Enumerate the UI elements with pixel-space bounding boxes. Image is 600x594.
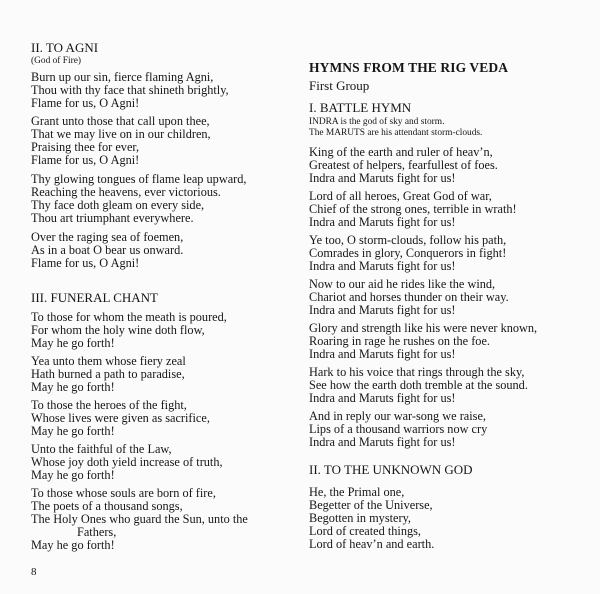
verse-line: Greatest of helpers, fearfullest of foes. [309, 158, 498, 172]
verse-line: Burn up our sin, fierce flaming Agni, [31, 70, 214, 84]
verse-line: Indra and Maruts fight for us! [309, 303, 456, 317]
verse-line: Now to our aid he rides like the wind, [309, 277, 496, 291]
verse-line: Indra and Maruts fight for us! [309, 391, 456, 405]
group-label: First Group [309, 78, 370, 93]
verse-line: May he go forth! [31, 468, 115, 482]
verse-line: Lord of heav’n and earth. [309, 537, 435, 551]
verse-line: Grant unto those that call upon thee, [31, 114, 210, 128]
verse-line: He, the Primal one, [309, 485, 405, 499]
funeral-heading: III. FUNERAL CHANT [31, 290, 158, 305]
verse-line: Whose lives were given as sacrifice, [31, 411, 210, 425]
verse-line: King of the earth and ruler of heav’n, [309, 145, 493, 159]
verse-line: May he go forth! [31, 380, 115, 394]
verse-line: Praising thee for ever, [31, 140, 140, 154]
verse-line: May he go forth! [31, 538, 115, 552]
verse-line: Lord of all heroes, Great God of war, [309, 189, 492, 203]
unknown-heading: II. TO THE UNKNOWN GOD [309, 462, 473, 477]
verse-line: Thou with thy face that shineth brightly, [31, 83, 229, 97]
verse-line: Over the raging sea of foemen, [31, 230, 184, 244]
verse-line: Flame for us, O Agni! [31, 256, 140, 270]
verse-line: Chariot and horses thunder on their way. [309, 290, 509, 304]
verse-line: Reaching the heavens, ever victorious. [31, 185, 221, 199]
page-number: 8 [31, 566, 37, 578]
verse-line: Indra and Maruts fight for us! [309, 347, 456, 361]
verse-line: To those the heroes of the fight, [31, 398, 187, 412]
verse-line: Yea unto them whose fiery zeal [31, 354, 186, 368]
verse-line: Comrades in glory, Conquerors in fight! [309, 246, 507, 260]
verse-line: Whose joy doth yield increase of truth, [31, 455, 223, 469]
verse-line: Indra and Maruts fight for us! [309, 171, 456, 185]
verse-line: To those for whom the meath is poured, [31, 310, 227, 324]
verse-line: Thou art triumphant everywhere. [31, 211, 194, 225]
page-title: HYMNS FROM THE RIG VEDA [309, 60, 509, 75]
verse-line: Roaring in rage he rushes on the foe. [309, 334, 490, 348]
verse-line: Fathers, [77, 525, 117, 539]
verse-line: Hark to his voice that rings through the sky, [309, 365, 525, 379]
verse-line: Lord of created things, [309, 524, 421, 538]
verse-line: And in reply our war-song we raise, [309, 409, 486, 423]
verse-line: Flame for us, O Agni! [31, 96, 140, 110]
verse-line: Begetter of the Universe, [309, 498, 433, 512]
verse-line: Indra and Maruts fight for us! [309, 259, 456, 273]
verse-line: The Holy Ones who guard the Sun, unto the [31, 512, 248, 526]
verse-line: Indra and Maruts fight for us! [309, 435, 456, 449]
verse-line: Unto the faithful of the Law, [31, 442, 172, 456]
verse-line: Ye too, O storm-clouds, follow his path, [309, 233, 507, 247]
verse-line: As in a boat O bear us onward. [31, 243, 184, 257]
verse-line: Glory and strength like his were never known, [309, 321, 538, 335]
verse-line: Begotten in mystery, [309, 511, 412, 525]
battle-note: INDRA is the god of sky and storm. [309, 117, 445, 127]
verse-line: See how the earth doth tremble at the sound. [309, 378, 528, 392]
battle-heading: I. BATTLE HYMN [309, 100, 412, 115]
verse-line: Chief of the strong ones, terrible in wrath! [309, 202, 517, 216]
agni-heading: II. TO AGNI [31, 40, 99, 55]
battle-note: The MARUTS are his attendant storm-clouds. [309, 128, 483, 138]
verse-line: May he go forth! [31, 424, 115, 438]
verse-line: Flame for us, O Agni! [31, 153, 140, 167]
verse-line: Indra and Maruts fight for us! [309, 215, 456, 229]
verse-line: Lips of a thousand warriors now cry [309, 422, 488, 436]
verse-line: The poets of a thousand songs, [31, 499, 183, 513]
verse-line: Thy glowing tongues of flame leap upward, [31, 172, 247, 186]
verse-line: To those whose souls are born of fire, [31, 486, 216, 500]
verse-line: That we may live on in our children, [31, 127, 211, 141]
verse-line: May he go forth! [31, 336, 115, 350]
verse-line: Thy face doth gleam on every side, [31, 198, 205, 212]
agni-subtitle: (God of Fire) [31, 56, 81, 66]
verse-line: For whom the holy wine doth flow, [31, 323, 205, 337]
verse-line: Hath burned a path to paradise, [31, 367, 185, 381]
